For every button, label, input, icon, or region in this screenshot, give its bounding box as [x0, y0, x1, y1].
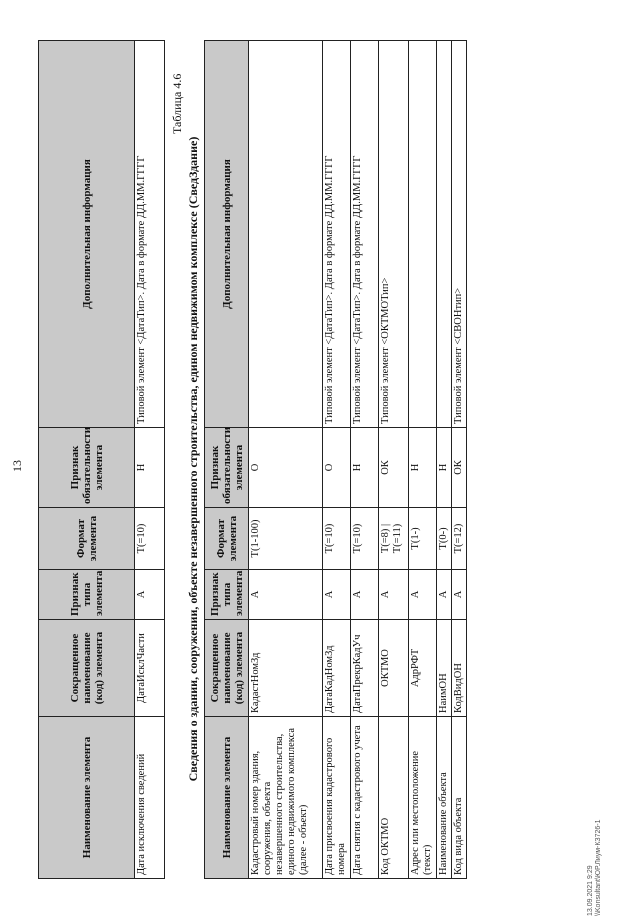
- col-header-info: Дополнительная информация: [39, 41, 135, 428]
- col-header-code: Сокращенное наименование (код) элемента: [205, 620, 249, 717]
- col-header-name: Наименование элемента: [205, 717, 249, 879]
- col-header-format: Формат элемента: [39, 508, 135, 570]
- cell-format: Т(0-): [437, 508, 452, 570]
- table-header-row: [39, 41, 135, 879]
- table-row: [323, 41, 351, 879]
- col-header-type: Признак типа элемента: [205, 570, 249, 620]
- col-header-required: Признак обязательности элемента: [39, 428, 135, 508]
- cell-required: Н: [409, 428, 437, 508]
- cell-type: А: [249, 570, 323, 620]
- cell-name: Наименование объекта: [437, 717, 452, 879]
- cell-format: Т(=12): [452, 508, 467, 570]
- col-header-name: Наименование элемента: [39, 717, 135, 879]
- cell-code: ОКТМО: [379, 620, 409, 717]
- cell-format: Т(1-100): [249, 508, 323, 570]
- cell-type: А: [323, 570, 351, 620]
- table-4-5-continuation: [38, 40, 165, 879]
- cell-name: Дата снятия с кадастрового учета: [351, 717, 379, 879]
- cell-info: [249, 41, 323, 428]
- cell-code: АдрРФТ: [409, 620, 437, 717]
- cell-required: Н: [135, 428, 165, 508]
- table-label: Таблица 4.6: [170, 73, 184, 134]
- col-header-code: Сокращенное наименование (код) элемента: [39, 620, 135, 717]
- cell-required: О: [249, 428, 323, 508]
- cell-info: Типовой элемент <СВОНтип>: [452, 41, 467, 428]
- cell-code: КадастНомЗд: [249, 620, 323, 717]
- table-row: [351, 41, 379, 879]
- footer-path: \\Konsultant\ЮР.Лиум-КЗ726-1: [595, 819, 602, 916]
- cell-type: А: [379, 570, 409, 620]
- cell-code: ДатаПрекрКадУч: [351, 620, 379, 717]
- cell-code: НаимОН: [437, 620, 452, 717]
- cell-name: Адрес или местоположение (текст): [409, 717, 437, 879]
- table-row: [249, 41, 323, 879]
- cell-code: КодВидОН: [452, 620, 467, 717]
- cell-name: Кадастровый номер здания, сооружения, объекта незавершенного строительства, единого недвижимого комплекса (далее - объект): [249, 717, 323, 879]
- col-header-info: Дополнительная информация: [205, 41, 249, 428]
- table-4-6: [204, 40, 467, 879]
- cell-info: Типовой элемент <ДатаТип>. Дата в формате ДД.ММ.ГГГГ: [351, 41, 379, 428]
- print-footer: [587, 820, 603, 916]
- cell-name: Дата присвоения кадастрового номера: [323, 717, 351, 879]
- col-header-required: Признак обязательности элемента: [205, 428, 249, 508]
- table-header-row: [205, 41, 249, 879]
- cell-type: А: [135, 570, 165, 620]
- cell-required: Н: [351, 428, 379, 508]
- table-row: [437, 41, 452, 879]
- footer-timestamp: 13.09.2021 9:29: [587, 865, 594, 916]
- cell-format: Т(=10): [323, 508, 351, 570]
- cell-name: Код ОКТМО: [379, 717, 409, 879]
- cell-format: Т(=10): [351, 508, 379, 570]
- cell-format: Т(=10): [135, 508, 165, 570]
- cell-type: А: [409, 570, 437, 620]
- cell-format: Т(1-): [409, 508, 437, 570]
- cell-code: ДатаКадНомЗд: [323, 620, 351, 717]
- cell-name: Код вида объекта: [452, 717, 467, 879]
- table-caption: Сведения о здании, сооружении, объекте незавершенного строительства, едином недвижимом комплексе (СведЗдание): [186, 136, 200, 782]
- col-header-format: Формат элемента: [205, 508, 249, 570]
- cell-type: А: [452, 570, 467, 620]
- cell-code: ДатаИсклЧасти: [135, 620, 165, 717]
- cell-required: О: [323, 428, 351, 508]
- cell-info: Типовой элемент <ДатаТип>. Дата в формате ДД.ММ.ГГГГ: [323, 41, 351, 428]
- cell-required: ОК: [379, 428, 409, 508]
- cell-info: [409, 41, 437, 428]
- cell-required: ОК: [452, 428, 467, 508]
- cell-info: [437, 41, 452, 428]
- table-row: [452, 41, 467, 879]
- page-number: 13: [10, 460, 24, 472]
- cell-info: Типовой элемент <ОКТМОТип>: [379, 41, 409, 428]
- cell-name: Дата исключения сведений: [135, 717, 165, 879]
- table-row: [135, 41, 165, 879]
- cell-required: Н: [437, 428, 452, 508]
- table-row: [409, 41, 437, 879]
- col-header-type: Признак типа элемента: [39, 570, 135, 620]
- cell-info: Типовой элемент <ДатаТип>. Дата в формате ДД.ММ.ГГГГ: [135, 41, 165, 428]
- cell-type: А: [351, 570, 379, 620]
- table-row: [379, 41, 409, 879]
- cell-type: А: [437, 570, 452, 620]
- cell-format: Т(=8) | Т(=11): [379, 508, 409, 570]
